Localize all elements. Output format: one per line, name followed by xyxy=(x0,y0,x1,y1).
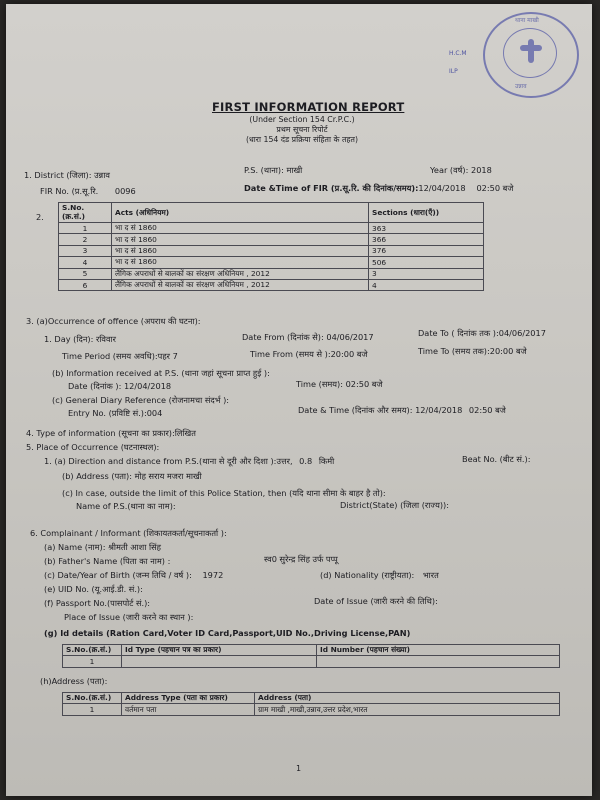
row-sno: 6 xyxy=(59,279,112,290)
distance-value: 0.8 xyxy=(299,456,313,466)
date-to-value: 04/06/2017 xyxy=(498,328,546,338)
row-sno: 1 xyxy=(59,223,112,234)
date-to-field xyxy=(418,328,546,339)
time-period-label: Time Period (समय अवधि): xyxy=(62,351,158,361)
row-sno: 1 xyxy=(63,704,122,715)
section-1-number: 1. xyxy=(24,170,32,180)
subtitle-section: (Under Section 154 Cr.P.C.) xyxy=(249,115,355,124)
seal-ring-bottom: उन्नाव xyxy=(515,83,527,90)
gd-datetime-field xyxy=(298,405,506,416)
info-type-label: 4. Type of information (सूचना का प्रकार): xyxy=(26,428,175,438)
section-2-number: 2. xyxy=(36,212,44,222)
dob-field xyxy=(44,570,223,581)
beat-no-label: Beat No. (बीट सं.): xyxy=(462,454,531,464)
distance-unit: किमी xyxy=(318,456,335,466)
info-date-field xyxy=(68,381,171,392)
info-type-value: लिखित xyxy=(174,428,196,438)
address-table xyxy=(62,692,560,716)
complainant-label: 6. Complainant / Informant (शिकायतकर्ता/सूचनाकर्ता ): xyxy=(30,528,227,538)
row-sno: 1 xyxy=(63,656,122,667)
col-addr-type: Address Type (पता का प्रकार) xyxy=(122,693,255,704)
direction-field xyxy=(44,456,334,467)
fir-document-page xyxy=(6,4,592,796)
place-address-label: (b) Address (पता): xyxy=(62,471,132,481)
fir-time-value: 02:50 बजे xyxy=(476,183,514,193)
acts-sections-table xyxy=(58,202,484,291)
place-address-value: मोह सराय मजरा माखी xyxy=(134,471,202,481)
father-name-value: स्व0 सुरेन्द्र सिंह उर्फ पप्पू xyxy=(264,554,338,564)
direction-label: 1. (a) Direction and distance from P.S.(थाना से दूरी और दिशा ): xyxy=(44,456,277,466)
direction-value: उत्तर, xyxy=(276,456,293,466)
row-section: 366 xyxy=(369,234,484,245)
row-section: 506 xyxy=(369,257,484,268)
table-row xyxy=(63,656,560,667)
row-act: भा द सं 1860 xyxy=(112,245,369,256)
nationality-value: भारत xyxy=(422,570,439,580)
table-row xyxy=(59,279,484,290)
other-ps-name-label: Name of P.S.(थाना का नाम): xyxy=(76,501,176,511)
col-acts: Acts (अधिनियम) xyxy=(112,203,369,223)
gd-time-value: 02:50 बजे xyxy=(468,405,506,415)
district-state-label: District(State) (जिला (राज्य)): xyxy=(340,500,449,510)
dob-label: (c) Date/Year of Birth (जन्म तिथि / वर्ष ): xyxy=(44,570,192,580)
row-sno: 2 xyxy=(59,234,112,245)
fir-number-label: FIR No. (प्र.सू.रि. xyxy=(40,186,99,196)
info-time-label: Time (समय): xyxy=(296,379,343,389)
police-seal-stamp xyxy=(483,12,579,98)
date-to-label: Date To ( दिनांक तक ): xyxy=(418,328,499,338)
row-act: भा द सं 1860 xyxy=(112,223,369,234)
info-date-label: Date (दिनांक ): xyxy=(68,381,122,391)
time-period-field xyxy=(62,351,178,362)
fir-number-value: 0096 xyxy=(114,186,136,196)
time-from-label: Time From (समय से ): xyxy=(250,349,331,359)
complainant-address-label: (h)Address (पता): xyxy=(40,676,108,686)
district-label: District (जिला): xyxy=(34,170,92,180)
subtitle-hindi-section: (धारा 154 दंड प्रक्रिया संहिता के तहत) xyxy=(245,135,359,144)
col-addr-sno: S.No.(क्र.सं.) xyxy=(63,693,122,704)
place-occurrence-label: 5. Place of Occurrence (घटनास्थल): xyxy=(26,442,160,452)
fir-datetime-field xyxy=(244,183,513,194)
page-number: 1 xyxy=(296,764,302,773)
nationality-label: (d) Nationality (राष्ट्रीयता): xyxy=(320,570,415,580)
address-table-header xyxy=(63,693,560,704)
entry-no-value: 004 xyxy=(146,408,163,418)
row-section: 376 xyxy=(369,245,484,256)
uid-label: (e) UID No. (यू.आई.डी. सं.): xyxy=(44,584,143,594)
entry-no-label: Entry No. (प्रविष्टि सं.): xyxy=(68,408,147,418)
seal-emblem-bar-icon xyxy=(520,45,542,51)
info-received-label: (b) Information received at P.S. (थाना जहां सूचना प्राप्त हुई ): xyxy=(52,368,270,378)
time-to-field xyxy=(418,346,527,357)
ps-field xyxy=(244,165,302,176)
section-1-district xyxy=(24,170,110,181)
father-name-label: (b) Father's Name (पिता का नाम) : xyxy=(44,556,171,566)
row-act: भा द सं 1860 xyxy=(112,234,369,245)
table-row xyxy=(59,223,484,234)
table-row xyxy=(59,268,484,279)
row-address: ग्राम माखी ,माखी,उन्नाव,उत्तर प्रदेश,भारत xyxy=(255,704,560,715)
row-act: लैंगिक अपराधों से बालकों का संरक्षण अधिनियम , 2012 xyxy=(112,268,369,279)
complainant-name-value: श्रीमती आशा सिंह xyxy=(108,542,161,552)
dob-value: 1972 xyxy=(202,570,224,580)
col-id-sno: S.No.(क्र.सं.) xyxy=(63,645,122,656)
seal-emblem-icon xyxy=(528,39,534,63)
day-label: 1. Day (दिन): xyxy=(44,334,94,344)
page-title: FIRST INFORMATION REPORT xyxy=(212,100,405,114)
stamp-line-2: ILP xyxy=(449,68,458,75)
info-time-value: 02:50 बजे xyxy=(345,379,383,389)
id-details-table xyxy=(62,644,560,668)
date-from-value: 04/06/2017 xyxy=(326,332,374,342)
seal-ring-text: थाना माखी xyxy=(515,17,539,24)
id-details-label: (g) Id details (Ration Card,Voter ID Card,Passport,UID No.,Driving License,PAN) xyxy=(44,628,411,638)
stamp-line-1: H.C.M xyxy=(449,50,467,57)
table-row xyxy=(59,257,484,268)
fir-date-value: 12/04/2018 xyxy=(418,183,466,193)
gd-reference-label: (c) General Diary Reference (रोजनामचा संदर्भ ): xyxy=(52,395,230,405)
district-value: उन्नाव xyxy=(94,170,110,180)
row-section: 363 xyxy=(369,223,484,234)
row-section: 3 xyxy=(369,268,484,279)
col-addr: Address (पता) xyxy=(255,693,560,704)
year-field xyxy=(430,165,492,176)
row-act: लैंगिक अपराधों से बालकों का संरक्षण अधिनियम , 2012 xyxy=(112,279,369,290)
nationality-field xyxy=(320,570,439,581)
time-to-label: Time To (समय तक): xyxy=(418,346,490,356)
row-addr-type: वर्तमान पता xyxy=(122,704,255,715)
year-value: 2018 xyxy=(470,165,492,175)
info-time-field xyxy=(296,379,383,390)
year-label: Year (वर्ष): xyxy=(430,165,469,175)
date-from-label: Date From (दिनांक से): xyxy=(242,332,324,342)
acts-table-header xyxy=(59,203,484,223)
time-from-value: 20:00 बजे xyxy=(330,349,368,359)
col-sections: Sections (धारा(एँ)) xyxy=(369,203,484,223)
ps-label: P.S. (थाना): xyxy=(244,165,284,175)
gd-datetime-label: Date & Time (दिनांक और समय): xyxy=(298,405,413,415)
passport-label: (f) Passport No.(पासपोर्ट सं.): xyxy=(44,598,151,608)
ps-value: माखी xyxy=(286,165,303,175)
row-sno: 4 xyxy=(59,257,112,268)
section-3-heading: 3. (a)Occurrence of offence (अपराध की घटना): xyxy=(26,316,201,326)
table-row xyxy=(59,234,484,245)
col-sno: S.No. (क्र.सं.) xyxy=(59,203,112,223)
entry-no-field xyxy=(68,408,162,419)
col-id-type: Id Type (पहचान पत्र का प्रकार) xyxy=(122,645,317,656)
day-value: रविवार xyxy=(95,334,116,344)
issue-place-label: Place of Issue (जारी करने का स्थान ): xyxy=(64,612,194,622)
complainant-name-field xyxy=(44,542,161,553)
row-section: 4 xyxy=(369,279,484,290)
father-name-field xyxy=(44,556,170,567)
issue-date-label: Date of Issue (जारी करने की तिथि): xyxy=(314,596,438,606)
gd-date-value: 12/04/2018 xyxy=(415,405,463,415)
info-type-field xyxy=(26,428,196,439)
subtitle-hindi: प्रथम सूचना रिपोर्ट xyxy=(276,125,328,134)
time-from-field xyxy=(250,349,368,360)
fir-number-field xyxy=(40,186,136,197)
time-period-value: पहर 7 xyxy=(157,351,178,361)
row-sno: 5 xyxy=(59,268,112,279)
outside-limit-label: (c) In case, outside the limit of this Police Station, then (यदि थाना सीमा के बाहर है तो): xyxy=(62,488,386,498)
col-id-number: Id Number (पहचान संख्या) xyxy=(317,645,560,656)
row-id-type xyxy=(122,656,317,667)
time-to-value: 20:00 बजे xyxy=(489,346,527,356)
place-address-field xyxy=(62,471,202,482)
date-from-field xyxy=(242,332,374,343)
seal-inner-ring xyxy=(503,28,557,78)
table-row xyxy=(59,245,484,256)
fir-datetime-label: Date &Time of FIR (प्र.सू.रि. की दिनांक/समय): xyxy=(244,183,419,193)
day-field xyxy=(44,334,116,345)
row-id-number xyxy=(317,656,560,667)
complainant-name-label: (a) Name (नाम): xyxy=(44,542,106,552)
table-row xyxy=(63,704,560,715)
info-date-value: 12/04/2018 xyxy=(123,381,172,391)
row-act: भा द सं 1860 xyxy=(112,257,369,268)
row-sno: 3 xyxy=(59,245,112,256)
id-table-header xyxy=(63,645,560,656)
